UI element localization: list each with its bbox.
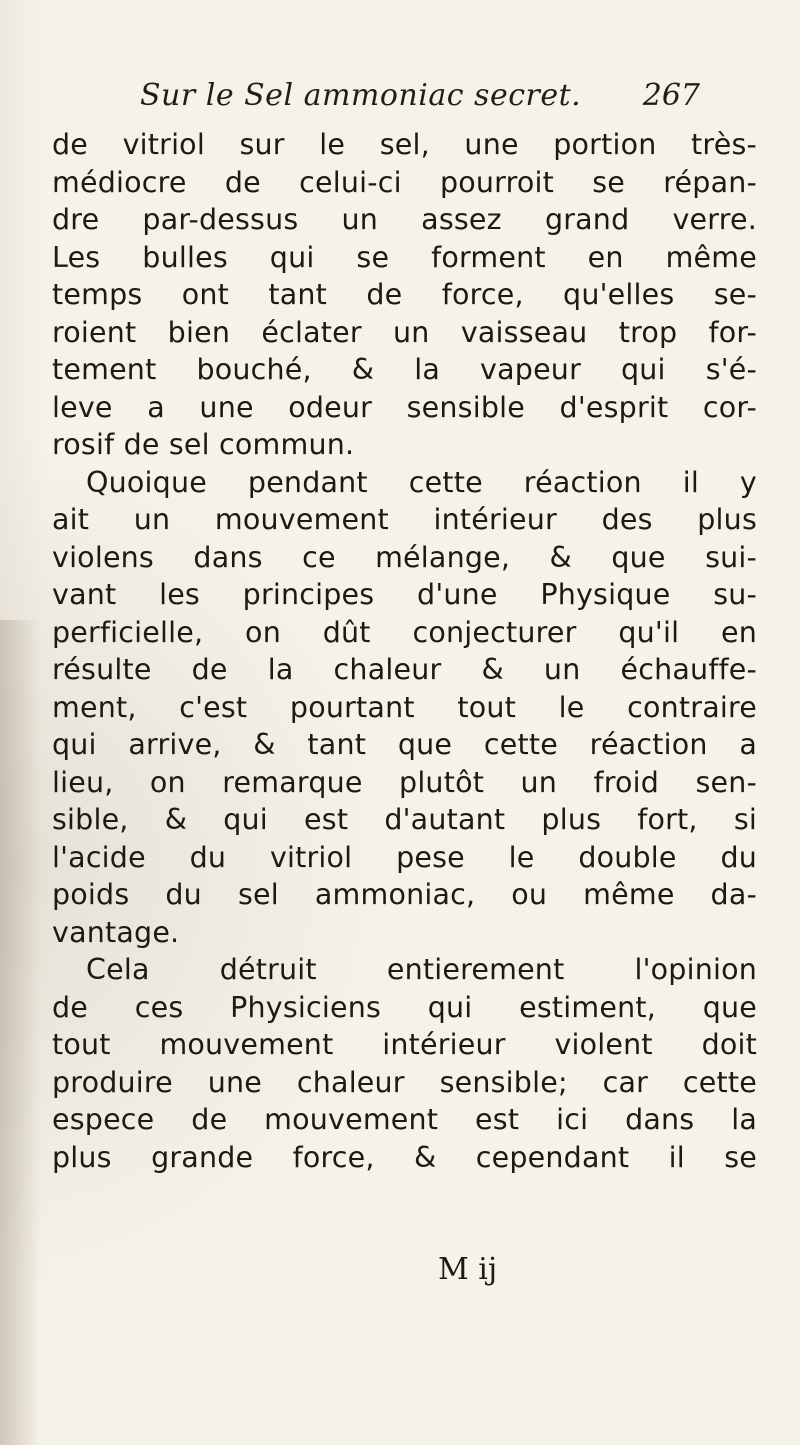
text-line: leve a une odeur sensible d'esprit cor-: [52, 390, 757, 424]
text-line: l'acide du vitriol pese le double du: [52, 840, 757, 874]
text-line: poids du sel ammoniac, ou même da-: [52, 878, 757, 911]
text-line: dre par-dessus un assez grand verre.: [52, 203, 757, 236]
text-line: médiocre de celui-ci pourroit se répan-: [52, 165, 757, 199]
page-number: 267: [642, 78, 700, 113]
text-line: tement bouché, & la vapeur qui s'é-: [52, 353, 757, 386]
running-head-title: Sur le Sel ammoniac secret.: [140, 78, 582, 113]
text-line: lieu, on remarque plutôt un froid sen-: [52, 765, 757, 799]
text-line: Quoique pendant cette réaction il y: [86, 465, 757, 499]
text-line: violens dans ce mélange, & que sui-: [52, 540, 757, 574]
text-line: produire une chaleur sensible; car cette: [52, 1065, 757, 1099]
text-line: vantage.: [52, 915, 180, 949]
text-line: ment, c'est pourtant tout le contraire: [52, 690, 757, 724]
text-line: Les bulles qui se forment en même: [52, 240, 757, 274]
page-edge-shadow: [0, 620, 40, 1445]
text-line: roient bien éclater un vaisseau trop for-: [52, 315, 757, 349]
text-line: qui arrive, & tant que cette réaction a: [52, 728, 757, 761]
text-line: de vitriol sur le sel, une portion très-: [52, 128, 757, 161]
text-line: sible, & qui est d'autant plus fort, si: [52, 803, 757, 836]
running-head: [140, 78, 700, 128]
text-line: résulte de la chaleur & un échauffe-: [52, 653, 757, 686]
signature-mark: M ij: [438, 1252, 498, 1287]
text-line: perficielle, on dût conjecturer qu'il en: [52, 615, 757, 649]
text-line: rosif de sel commun.: [52, 428, 355, 461]
text-line: temps ont tant de force, qu'elles se-: [52, 278, 757, 311]
body-text: [52, 126, 757, 1176]
text-line: plus grande force, & cependant il se: [52, 1140, 757, 1174]
text-line: espece de mouvement est ici dans la: [52, 1103, 757, 1136]
text-line: de ces Physiciens qui estiment, que: [52, 990, 757, 1024]
text-line: vant les principes d'une Physique su-: [52, 578, 757, 611]
text-line: Cela détruit entierement l'opinion: [86, 953, 757, 986]
text-line: ait un mouvement intérieur des plus: [52, 503, 757, 536]
text-line: tout mouvement intérieur violent doit: [52, 1028, 757, 1061]
